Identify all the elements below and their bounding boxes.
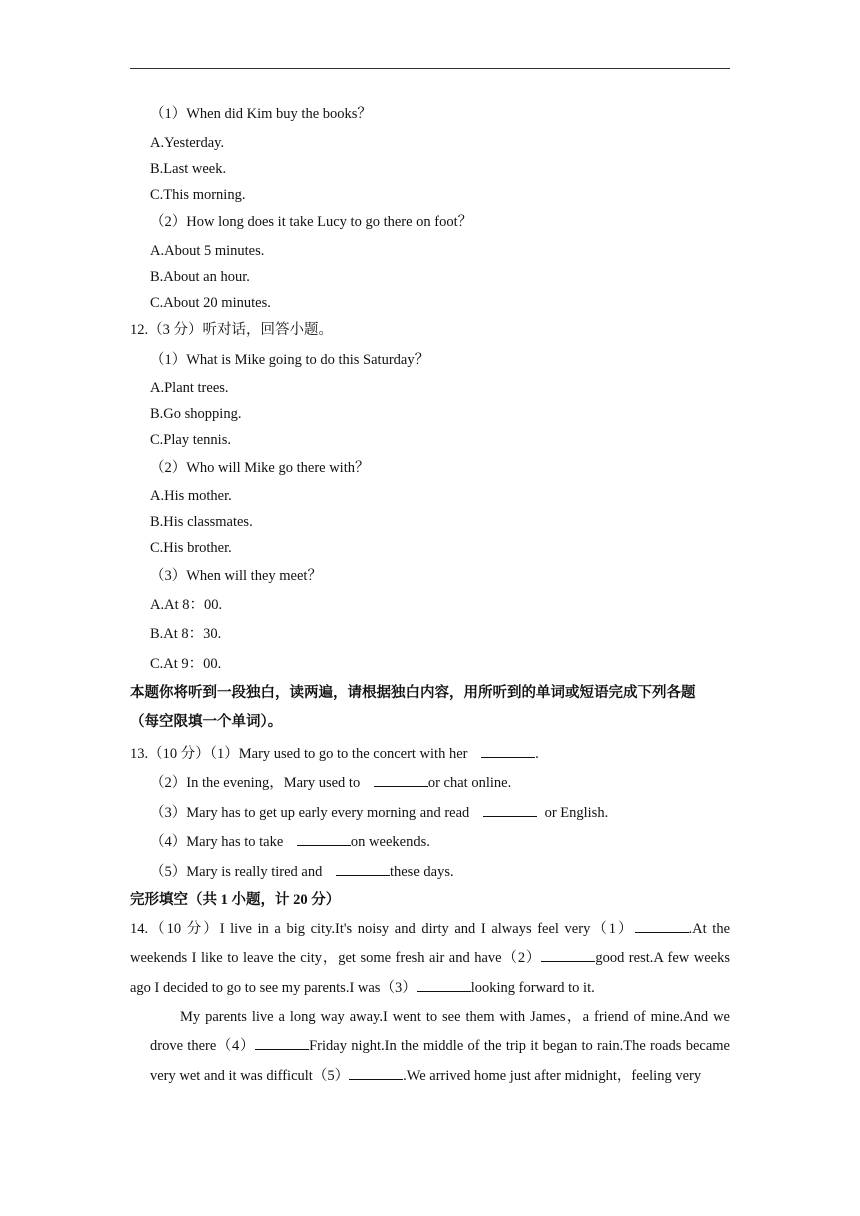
answer-blank [481, 744, 535, 758]
q13-line1-tail: . [535, 746, 539, 762]
header-rule [130, 68, 730, 69]
q11-sub2-option-b: B.About an hour. [150, 269, 250, 285]
q14-sentence1: I live in a big city.It's noisy and dirty and I always feel very（1） [219, 921, 635, 937]
q13-line5-text: （5）Mary is really tired and [150, 864, 323, 880]
q14-sentence2: .At the weekends I like to leave the city，get some fresh air and have（2） [130, 921, 731, 967]
answer-blank [336, 862, 390, 876]
q13-line5-tail: these days. [389, 864, 454, 880]
q12-sub1-option-a: A.Plant trees. [150, 380, 229, 396]
q11-sub1-question: （1）When did Kim buy the books？ [150, 106, 372, 122]
q13-line3 [150, 803, 608, 822]
q13-line3-tail: or English. [544, 805, 609, 821]
answer-blank-3 [417, 978, 471, 992]
q14-sentence3: good rest.A few weeks ago I decided to go to see my parents.I was（3） [130, 950, 730, 996]
q13-line4 [150, 832, 430, 851]
q13-line1 [130, 744, 539, 763]
section-instruction-line1: 本题你将听到一段独白，读两遍，请根据独白内容，用所听到的单词或短语完成下列各题 [130, 685, 696, 701]
answer-blank [297, 832, 351, 846]
q13-line2 [150, 773, 511, 792]
q12-title: 12.（3 分）听对话，回答小题。 [130, 322, 333, 338]
q11-sub1-option-a: A.Yesterday. [150, 135, 225, 151]
q12-sub1-question: （1）What is Mike going to do this Saturday？ [150, 352, 430, 368]
section-instruction-line2: （每空限填一个单词）。 [130, 714, 283, 730]
q14-paragraph2 [150, 1003, 730, 1091]
q11-sub2-option-c: C.About 20 minutes. [150, 295, 271, 311]
q12-sub1-option-c: C.Play tennis. [150, 432, 231, 448]
answer-blank-4 [255, 1036, 309, 1050]
q14-sentence4: looking forward to it. [470, 979, 595, 996]
q12-sub3-option-c: C.At 9：00. [150, 656, 222, 672]
q13-line2-text: （2）In the evening，Mary used to [150, 775, 361, 791]
answer-blank [374, 773, 428, 787]
q14-p2-part3: .We arrived home just after midnight，feeling very [403, 1067, 702, 1084]
q12-sub1-option-b: B.Go shopping. [150, 406, 242, 422]
q13-line1-text: 13.（10 分）（1）Mary used to go to the concert with her [130, 746, 468, 762]
q14-paragraph1 [130, 915, 730, 1003]
q12-sub2-option-a: A.His mother. [150, 488, 232, 504]
q11-sub1-option-b: B.Last week. [150, 161, 227, 177]
q11-sub2-question: （2）How long does it take Lucy to go there on foot？ [150, 214, 473, 230]
answer-blank-2 [541, 948, 595, 962]
q13-line3-text: （3）Mary has to get up early every morning and read [150, 805, 470, 821]
cloze-section-title: 完形填空（共 1 小题，计 20 分） [130, 892, 341, 908]
q12-sub3-option-a: A.At 8：00. [150, 597, 223, 613]
q12-sub3-question: （3）When will they meet？ [150, 568, 322, 584]
q14-number: 14.（10 分） [130, 921, 220, 937]
answer-blank-5 [349, 1066, 403, 1080]
q12-sub3-option-b: B.At 8：30. [150, 626, 222, 642]
q11-sub1-option-c: C.This morning. [150, 187, 246, 203]
q13-line2-tail: or chat online. [427, 775, 512, 791]
q11-sub2-option-a: A.About 5 minutes. [150, 243, 265, 259]
answer-blank [483, 803, 537, 817]
q12-sub2-option-c: C.His brother. [150, 540, 232, 556]
q13-line4-text: （4）Mary has to take [150, 834, 284, 850]
answer-blank-1 [635, 919, 689, 933]
q12-sub2-question: （2）Who will Mike go there with？ [150, 460, 370, 476]
q14-p2-part2: Friday night.In the middle of the trip it began to rain.The roads became very wet and it was difficult（5） [150, 1038, 730, 1084]
q12-sub2-option-b: B.His classmates. [150, 514, 253, 530]
q14-p2-part1: My parents live a long way away.I went to see them with James，a friend of mine.And we drove there（4） [150, 1009, 730, 1055]
q13-line5 [150, 862, 454, 881]
q13-line4-tail: on weekends. [350, 834, 430, 850]
